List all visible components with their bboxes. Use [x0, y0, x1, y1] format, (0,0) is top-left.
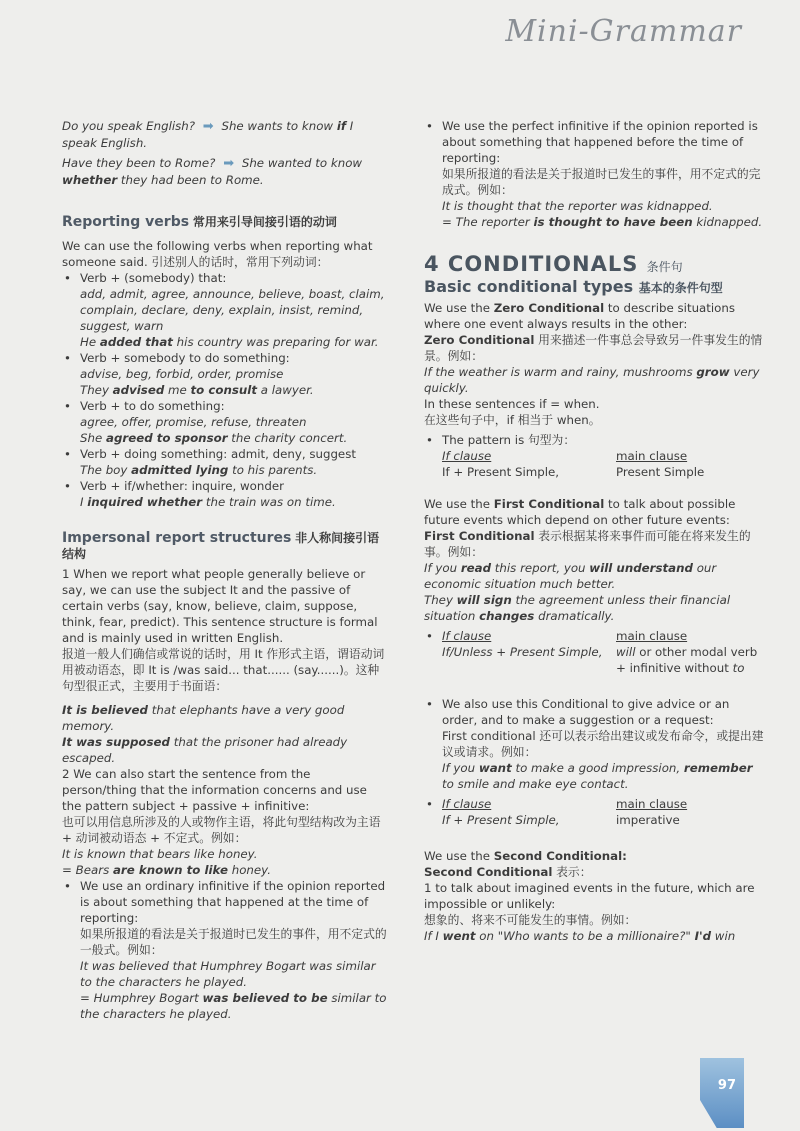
pattern-header: main clause — [616, 797, 688, 811]
example-sentence: = Humphrey Bogart was believed to be similar to the characters he played. — [80, 991, 387, 1021]
list-item — [62, 350, 388, 382]
paragraph: In these sentences if = when. — [424, 397, 600, 411]
pattern-text: Verb + doing something: admit, deny, suggest — [80, 447, 356, 461]
list-item — [424, 118, 764, 230]
bullet-text: We use the perfect infinitive if the opinion reported is about something that happened before the time of reporting: — [442, 119, 758, 165]
verb-list: advise, beg, forbid, order, promise — [80, 367, 284, 381]
example-sentence: She agreed to sponsor the charity concert. — [80, 431, 348, 445]
example-sentence: = The reporter is thought to have been kidnapped. — [442, 215, 763, 229]
pattern-header: • If clause — [442, 629, 492, 643]
verb-list: add, admit, agree, announce, believe, boast, claim, complain, declare, deny, explain, insist, remind, suggest, warn — [80, 287, 385, 333]
bullet-text: We also use this Conditional to give advice or an order, and to make a suggestion or a request: — [442, 697, 730, 727]
pattern-table — [442, 628, 764, 644]
bullet-text-zh: 如果所报道的看法是关于报道时已发生的事件，用不定式的一般式。例如： — [80, 927, 387, 957]
bullet-text: We use an ordinary infinitive if the opinion reported is about something that happened at the time of reporting: — [80, 879, 386, 925]
paragraph-zh: First Conditional 表示根据某将来事件而可能在将来发生的事。例如： — [424, 529, 751, 559]
example-question: Do you speak English? — [62, 119, 196, 133]
heading-text-zh: 非人称间接引语结构 — [62, 531, 380, 561]
paragraph: 1 When we report what people generally believe or say, we can use the subject It and the passive of certain verbs (say, know, believe, claim, suppose, think, fear, predict). This sentence structure is formal and is mainly used in written English. — [62, 567, 378, 645]
section-heading-reporting-verbs — [62, 214, 388, 230]
list-item — [424, 696, 764, 792]
example-sentence: If I went on "Who wants to be a millionaire?" I'd win — [424, 929, 736, 943]
heading-text-zh: 基本的条件句型 — [638, 281, 723, 295]
page-header-title: Mini-Grammar — [505, 14, 742, 49]
pattern-text: Verb + somebody to do something: — [80, 351, 290, 365]
example-sentence: It is believed that elephants have a very good memory. — [62, 703, 345, 733]
pattern-value: will or other modal verb + infinitive without to — [616, 645, 758, 675]
bullet-text: The pattern is 句型为： — [442, 433, 576, 447]
list-item — [424, 432, 764, 480]
heading-text: Basic conditional types — [424, 277, 634, 296]
pattern-header: If clause — [442, 449, 492, 463]
list-item — [62, 446, 388, 462]
pattern-value: imperative — [616, 813, 680, 827]
right-column — [424, 118, 764, 944]
pattern-text: Verb + if/whether: inquire, wonder — [80, 479, 284, 493]
pattern-header: main clause — [616, 629, 688, 643]
left-column — [62, 118, 388, 1022]
heading-text: Impersonal report structures — [62, 530, 292, 546]
section-heading-basic-types — [424, 279, 764, 296]
example-answer-end: I speak English. — [62, 119, 354, 150]
pattern-header: • If clause — [442, 797, 492, 811]
paragraph: 2 We can also start the sentence from the person/thing that the information concerns and use the pattern subject + passive + infinitive: — [62, 767, 367, 813]
list-item — [62, 878, 388, 1022]
pattern-value: Present Simple — [616, 465, 705, 479]
pattern-table — [442, 464, 764, 480]
example-line — [62, 155, 388, 188]
example-sentence: I inquired whether the train was on time. — [80, 495, 336, 509]
paragraph-zh: 在这些句子中，if 相当于 when。 — [424, 413, 601, 427]
bullet-text-zh: 如果所报道的看法是关于报道时已发生的事件，用不定式的完成式。例如： — [442, 167, 761, 197]
pattern-text: Verb + to do something: — [80, 399, 225, 413]
example-answer: She wanted to know — [241, 156, 363, 170]
list-item — [424, 628, 764, 676]
paragraph: We can use the following verbs when reporting what someone said. 引述别人的话时，常用下列动词： — [62, 239, 373, 269]
list-item — [62, 478, 388, 494]
section-heading-impersonal — [62, 530, 388, 562]
example-sentence: They advised me to consult a lawyer. — [80, 383, 314, 397]
paragraph-zh: 报道一般人们确信或常说的话时，用 It 作形式主语，谓语动词用被动语态，即 It is /was said... that...... (say......)。这种句型很正式，主要用于书面语： — [62, 647, 385, 693]
heading-text: Reporting verbs — [62, 214, 190, 230]
example-sentence: The boy admitted lying to his parents. — [80, 463, 318, 477]
example-sentence: It was supposed that the prisoner had already escaped. — [62, 735, 348, 765]
example-answer-end: they had been to Rome. — [117, 173, 264, 187]
example-keyword: if — [336, 119, 347, 133]
example-keyword: whether — [62, 173, 118, 187]
example-question: Have they been to Rome? — [62, 156, 216, 170]
list-item — [62, 270, 388, 334]
paragraph: We use the First Conditional to talk about possible future events which depend on other future events: — [424, 497, 736, 527]
paragraph: 1 to talk about imagined events in the future, which are impossible or unlikely: — [424, 881, 755, 911]
bullet-text-zh: First conditional 还可以表示给出建议或发布命令，或提出建议或请求。例如： — [442, 729, 764, 759]
heading-text: 4 CONDITIONALS — [424, 252, 639, 276]
paragraph-zh: 想象的、将来不可能发生的事情。例如： — [424, 913, 637, 927]
example-answer: She wants to know — [221, 119, 337, 133]
page-number: 97 — [717, 1078, 736, 1093]
example-sentence: If you read this report, you will understand our economic situation much better. — [424, 561, 717, 591]
example-sentence: It was believed that Humphrey Bogart was similar to the characters he played. — [80, 959, 376, 989]
example-line — [62, 118, 388, 151]
heading-text-zh: 常用来引导间接引语的动词 — [192, 215, 337, 229]
example-sentence: It is thought that the reporter was kidnapped. — [442, 199, 713, 213]
example-sentence: He added that his country was preparing for war. — [80, 335, 379, 349]
pattern-table — [442, 796, 764, 812]
pattern-header: main clause — [616, 449, 688, 463]
pattern-text: Verb + (somebody) that: — [80, 271, 227, 285]
arrow-right-icon: ➡ — [202, 119, 214, 134]
example-sentence: If you want to make a good impression, remember to smile and make eye contact. — [442, 761, 753, 791]
list-item — [62, 398, 388, 430]
verb-list: agree, offer, promise, refuse, threaten — [80, 415, 307, 429]
paragraph-zh: 也可以用信息所涉及的人或物作主语，将此句型结构改为主语 + 动词被动语态 + 不定式。例如： — [62, 815, 381, 845]
paragraph: We use the Second Conditional: — [424, 849, 627, 863]
paragraph-zh: Second Conditional 表示： — [424, 865, 592, 879]
example-sentence: They will sign the agreement unless their financial situation changes dramatically. — [424, 593, 731, 623]
pattern-table — [442, 448, 764, 464]
pattern-value: If/Unless + Present Simple, — [442, 645, 603, 659]
pattern-value: If + Present Simple, — [442, 813, 560, 827]
pattern-table — [442, 812, 764, 828]
pattern-value: If + Present Simple, — [442, 465, 560, 479]
arrow-right-icon: ➡ — [223, 156, 235, 171]
example-sentence: It is known that bears like honey. — [62, 847, 258, 861]
pattern-table — [442, 644, 764, 676]
chapter-heading — [424, 252, 764, 276]
example-sentence: = Bears are known to like honey. — [62, 863, 271, 877]
list-item — [424, 796, 764, 828]
example-sentence: If the weather is warm and rainy, mushrooms grow very quickly. — [424, 365, 760, 395]
paragraph-zh: Zero Conditional 用来描述一件事总会导致另一件事发生的情景。例如： — [424, 333, 763, 363]
page-number-tab — [700, 1058, 744, 1128]
heading-text-zh: 条件句 — [646, 260, 683, 274]
paragraph: We use the Zero Conditional to describe situations where one event always results in the other: — [424, 301, 736, 331]
